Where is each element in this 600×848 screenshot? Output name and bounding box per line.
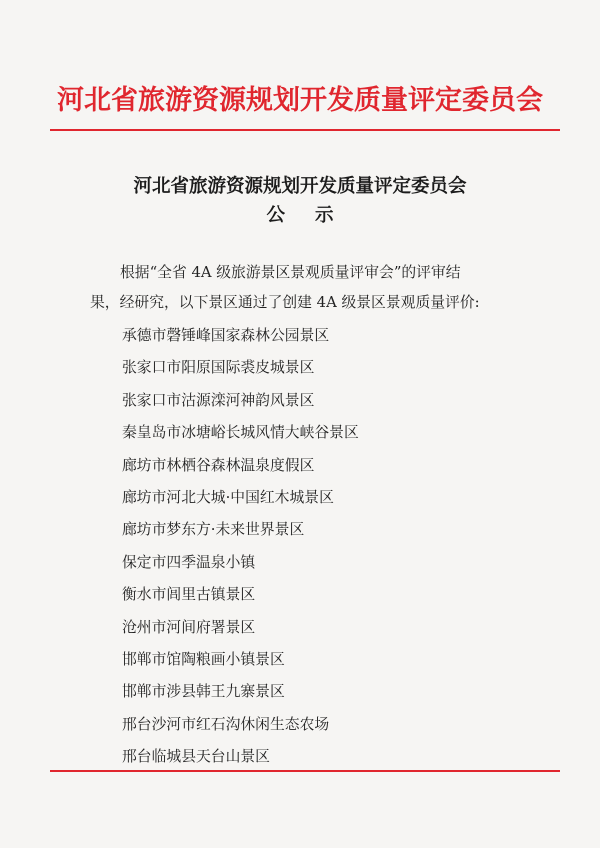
scenic-area-list bbox=[122, 320, 359, 773]
list-item: 沧州市河间府署景区 bbox=[122, 618, 256, 636]
letterhead-org-name: 河北省旅游资源规划开发质量评定委员会 bbox=[57, 85, 543, 116]
list-item: 邢台临城县天台山景区 bbox=[122, 748, 270, 766]
document-subtitle: 公示 bbox=[266, 205, 364, 226]
list-item: 张家口市沽源滦河神韵风景区 bbox=[122, 391, 315, 409]
intro-line-1: 根据“全省 4A 级旅游景区景观质量评审会”的评审结 bbox=[120, 264, 461, 281]
list-item: 廊坊市河北大城·中国红木城景区 bbox=[122, 488, 334, 506]
intro-line-2: 果，经研究，以下景区通过了创建 4A 级景区景观质量评价: bbox=[90, 294, 480, 311]
list-item: 张家口市阳原国际裘皮城景区 bbox=[122, 359, 315, 377]
list-item: 保定市四季温泉小镇 bbox=[122, 553, 256, 571]
list-item: 秦皇岛市冰塘峪长城风情大峡谷景区 bbox=[122, 424, 359, 442]
letterhead-red-rule bbox=[50, 129, 560, 131]
intro-paragraph bbox=[90, 258, 530, 318]
list-item: 承德市磬锤峰国家森林公园景区 bbox=[122, 327, 330, 344]
list-item: 廊坊市梦东方·未来世界景区 bbox=[122, 521, 305, 539]
document-title: 河北省旅游资源规划开发质量评定委员会 bbox=[133, 176, 467, 197]
footer-red-rule bbox=[50, 770, 560, 772]
list-item: 邯郸市馆陶粮画小镇景区 bbox=[122, 650, 285, 668]
list-item: 邯郸市涉县韩王九寨景区 bbox=[122, 683, 285, 701]
list-item: 邢台沙河市红石沟休闲生态农场 bbox=[122, 715, 330, 733]
list-item: 廊坊市林栖谷森林温泉度假区 bbox=[122, 456, 315, 474]
list-item: 衡水市闾里古镇景区 bbox=[122, 586, 256, 604]
